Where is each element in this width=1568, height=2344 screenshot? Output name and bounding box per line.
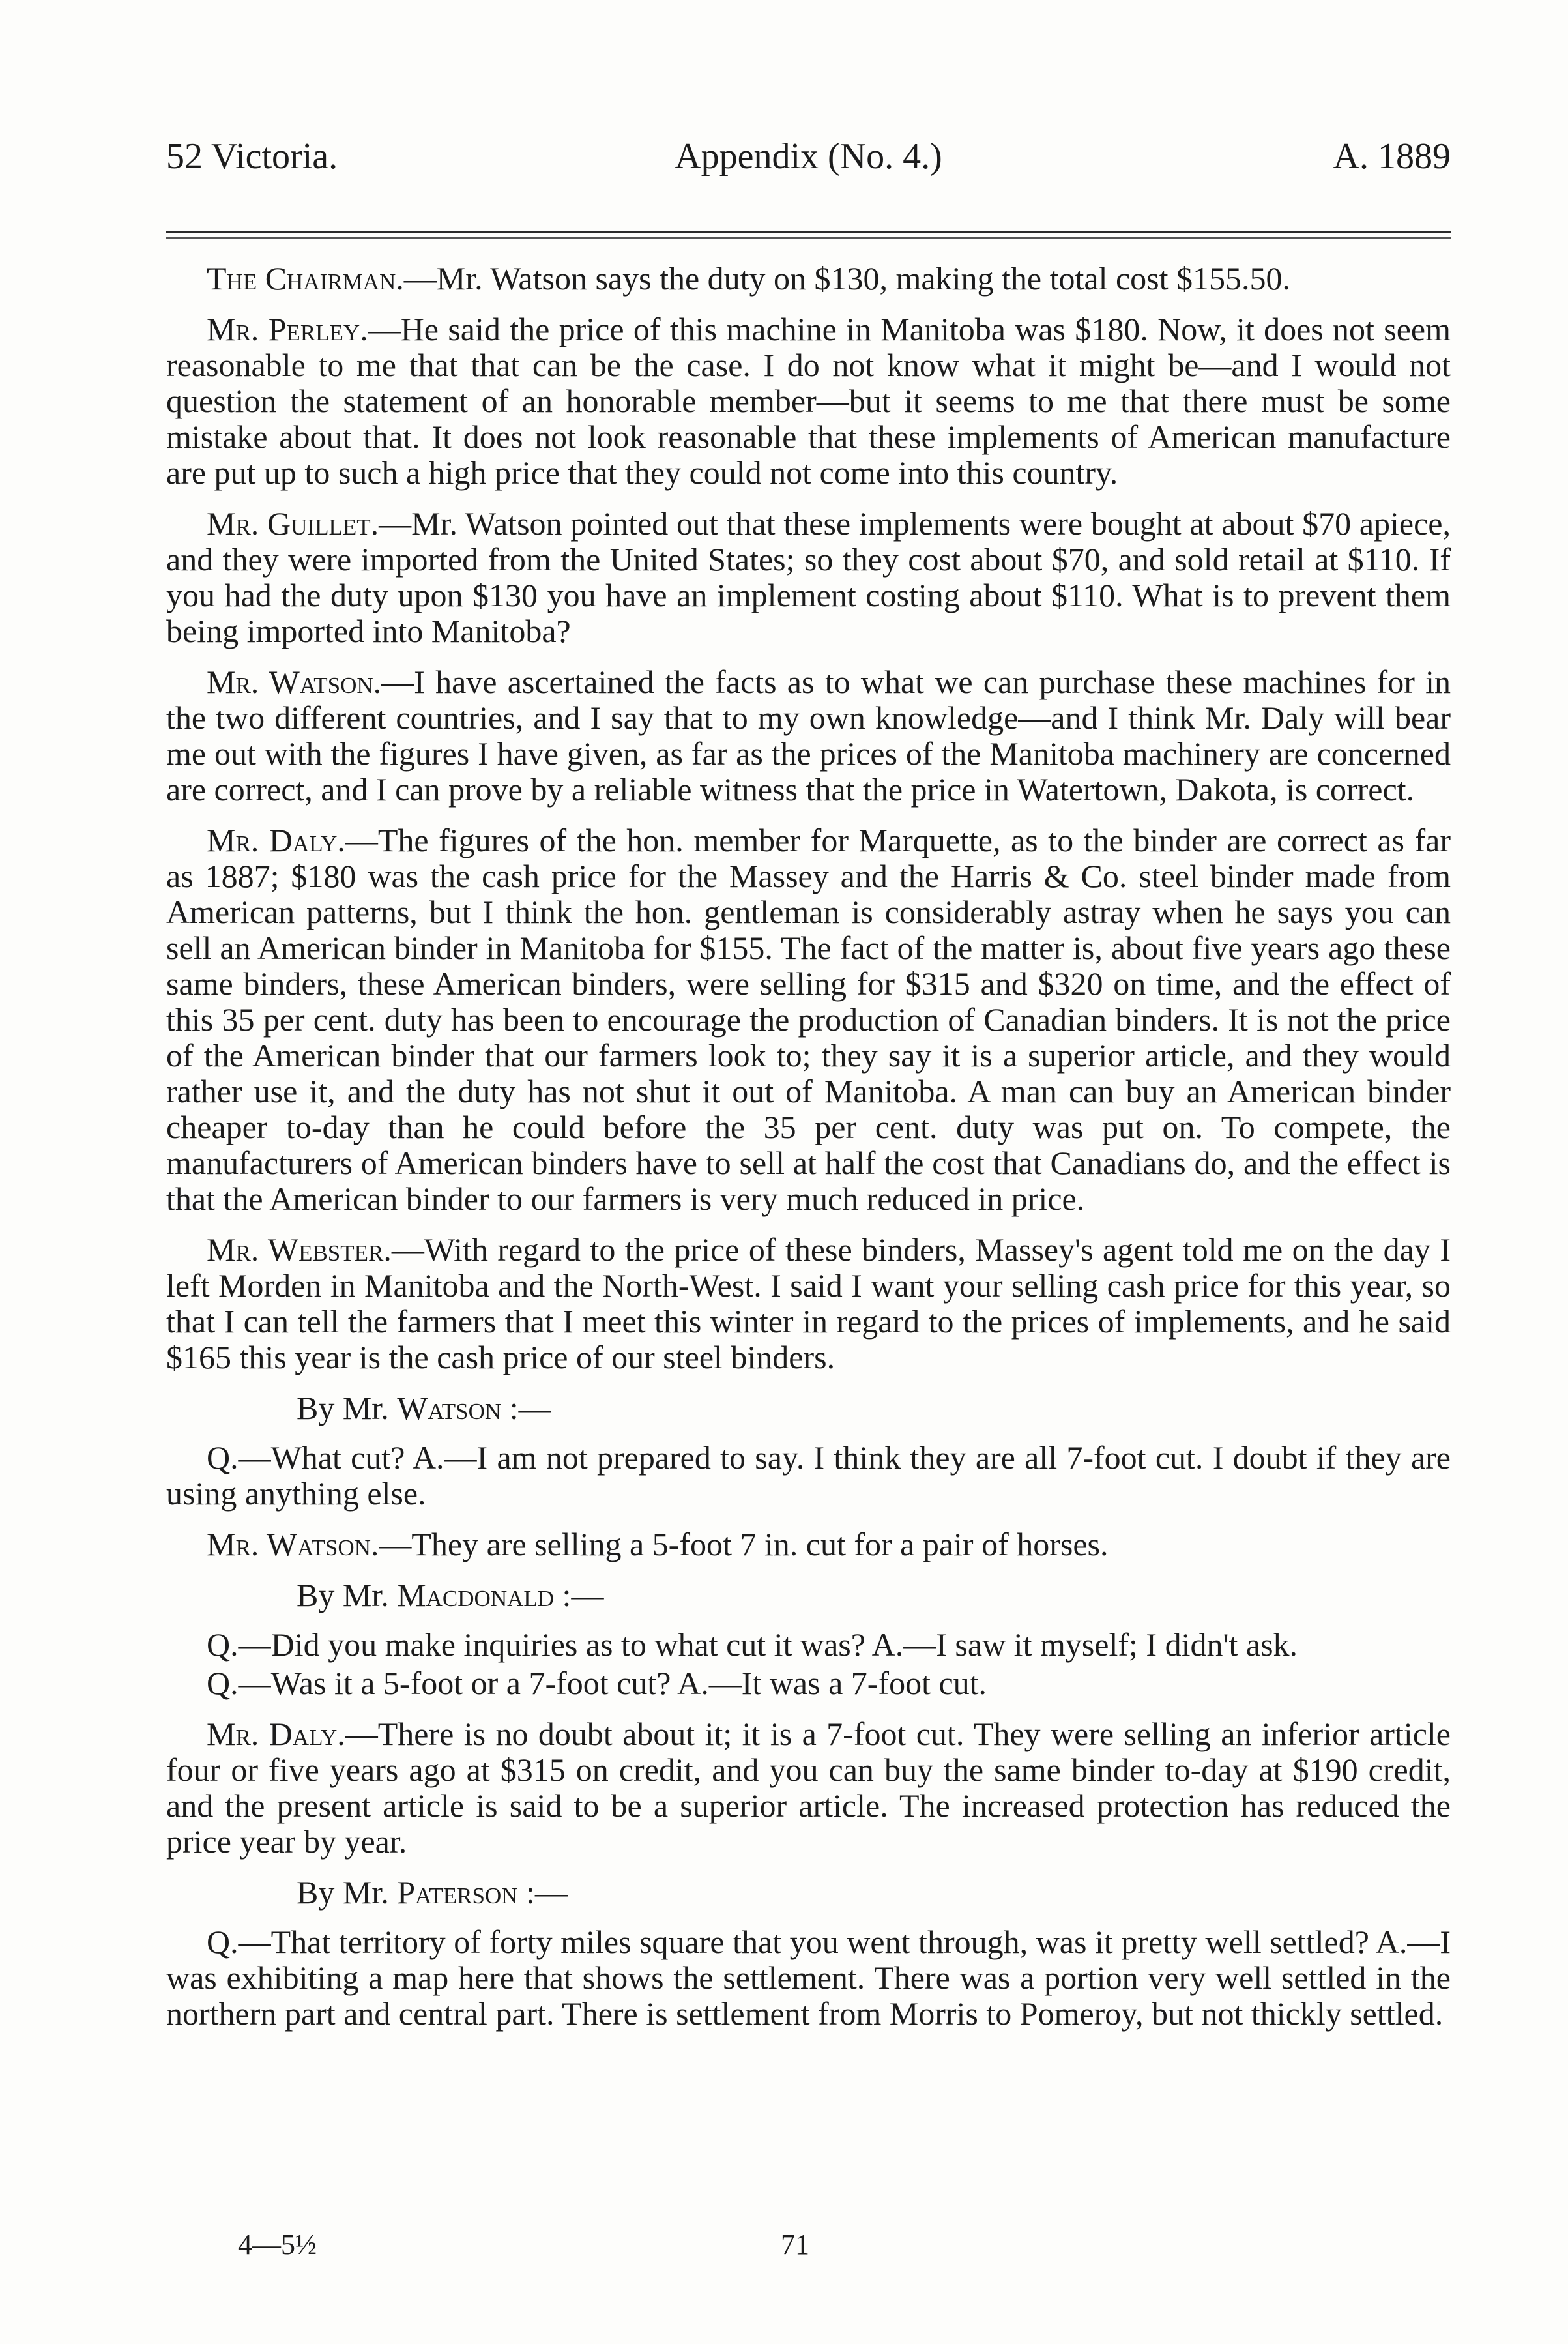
qa-paragraph [166, 1440, 1451, 1512]
qa-paragraph [166, 1627, 1451, 1663]
speaker-name: The Chairman. [207, 260, 404, 297]
header-rule-thin [166, 237, 1451, 239]
page-footer [238, 2227, 809, 2263]
speaker-paragraph [166, 823, 1451, 1217]
examiner-name: Paterson [397, 1874, 518, 1911]
paragraph-text: —Mr. Watson says the duty on $130, making the total cost $155.50. [403, 260, 1291, 297]
speaker-paragraph [166, 1716, 1451, 1860]
header-year: A. 1889 [1333, 136, 1451, 177]
paragraph-text: —There is no doubt about it; it is a 7-foot cut. They were selling an inferior article four or five years ago at $315 on credit, and you can buy the same binder to-day at $190 credit, and the present article is said to be a superior article. The increased protection has reduced the price year by year. [166, 1716, 1451, 1860]
examiner-suffix: :— [517, 1874, 568, 1911]
paragraph-text: Q.—That territory of forty miles square that you went through, was it pretty well settled? A.—I was exhibiting a map here that shows the settlement. There was a portion very well settled in the northern part and central part. There is settlement from Morris to Pomeroy, but not thickly settled. [166, 1924, 1451, 2032]
examiner-heading [166, 1390, 1451, 1426]
examiner-name: Macdonald [397, 1577, 555, 1613]
speaker-name: Mr. Perley. [207, 311, 368, 347]
examiner-name: Watson [397, 1390, 502, 1426]
paragraph-text: —I have ascertained the facts as to what we can purchase these machines for in the two different countries, and I say that to my own knowledge—and I think Mr. Daly will bear me out with the figures I have given, as far as the prices of the Manitoba machinery are concerned are correct, and I can prove by a reliable witness that the price in Watertown, Dakota, is correct. [166, 664, 1451, 808]
speaker-paragraph [166, 1527, 1451, 1562]
qa-paragraph [166, 1665, 1451, 1701]
paragraph-text: Q.—What cut? A.—I am not prepared to say. I think they are all 7-foot cut. I doubt if they are using anything else. [166, 1439, 1451, 1512]
paragraph-text: —With regard to the price of these binders, Massey's agent told me on the day I left Morden in Manitoba and the North-West. I said I want your selling cash price for this year, so that I can tell the farmers that I meet this winter in regard to the prices of implements, and he said $165 this year is the cash price of our steel binders. [166, 1231, 1451, 1375]
paragraph-text: —The figures of the hon. member for Marquette, as to the binder are correct as far as 1887; $180 was the cash price for the Massey and the Harris & Co. steel binder made from American patterns, but I think the hon. gentleman is considerably astray when he says you can sell an American binder in Manitoba for $155. The fact of the matter is, about five years ago these same binders, these American binders, were selling for $315 and $320 on time, and the effect of this 35 per cent. duty has been to encourage the production of Canadian binders. It is not the price of the American binder that our farmers look to; they say it is a superior article, and they would rather use it, and the duty has not shut it out of Manitoba. A man can buy an American binder cheaper to-day than he could before the 35 per cent. duty was put on. To compete, the manufacturers of American binders have to sell at half the cost that Canadians do, and the effect is that the American binder to our farmers is very much reduced in price. [166, 822, 1451, 1217]
header-appendix: Appendix (No. 4.) [675, 136, 942, 177]
speaker-paragraph [166, 1232, 1451, 1375]
examiner-prefix: By Mr. [297, 1874, 398, 1911]
paragraph-text: —He said the price of this machine in Manitoba was $180. Now, it does not seem reasonable to me that that can be the case. I do not know what it might be—and I would not question the statement of an honorable member—but it seems to me that there must be some mistake about that. It does not look reasonable that these implements of American manufacture are put up to such a high price that they could not come into this country. [166, 311, 1451, 491]
speaker-paragraph [166, 506, 1451, 649]
speaker-name: Mr. Guillet. [207, 505, 379, 542]
speaker-paragraph [166, 664, 1451, 808]
examiner-prefix: By Mr. [297, 1577, 398, 1613]
speaker-paragraph [166, 261, 1451, 297]
signature-mark: 4—5½ [238, 2229, 317, 2261]
qa-paragraph [166, 1924, 1451, 2032]
examiner-prefix: By Mr. [297, 1390, 398, 1426]
paragraph-text: —They are selling a 5-foot 7 in. cut for a pair of horses. [379, 1526, 1109, 1562]
examiner-heading [166, 1875, 1451, 1911]
speaker-name: Mr. Daly. [207, 822, 345, 858]
speaker-name: Mr. Watson. [207, 664, 382, 700]
header-session: 52 Victoria. [166, 136, 338, 177]
header-rule-thick [166, 231, 1451, 233]
speaker-name: Mr. Webster. [207, 1231, 392, 1268]
speaker-name: Mr. Daly. [207, 1716, 345, 1752]
paragraph-text: —Mr. Watson pointed out that these implements were bought at about $70 apiece, and they were imported from the United States; so they cost about $70, and sold retail at $110. If you had the duty upon $130 you have an implement costing about $110. What is to prevent them being imported into Manitoba? [166, 505, 1451, 649]
page-number: 71 [781, 2229, 809, 2261]
speaker-paragraph [166, 312, 1451, 491]
speaker-name: Mr. Watson. [207, 1526, 379, 1562]
examiner-suffix: :— [554, 1577, 604, 1613]
examiner-heading [166, 1577, 1451, 1613]
examiner-suffix: :— [501, 1390, 551, 1426]
paragraph-text: Q.—Was it a 5-foot or a 7-foot cut? A.—It was a 7-foot cut. [207, 1665, 987, 1701]
paragraph-text: Q.—Did you make inquiries as to what cut it was? A.—I saw it myself; I didn't ask. [207, 1626, 1298, 1663]
body-text [166, 261, 1451, 2047]
